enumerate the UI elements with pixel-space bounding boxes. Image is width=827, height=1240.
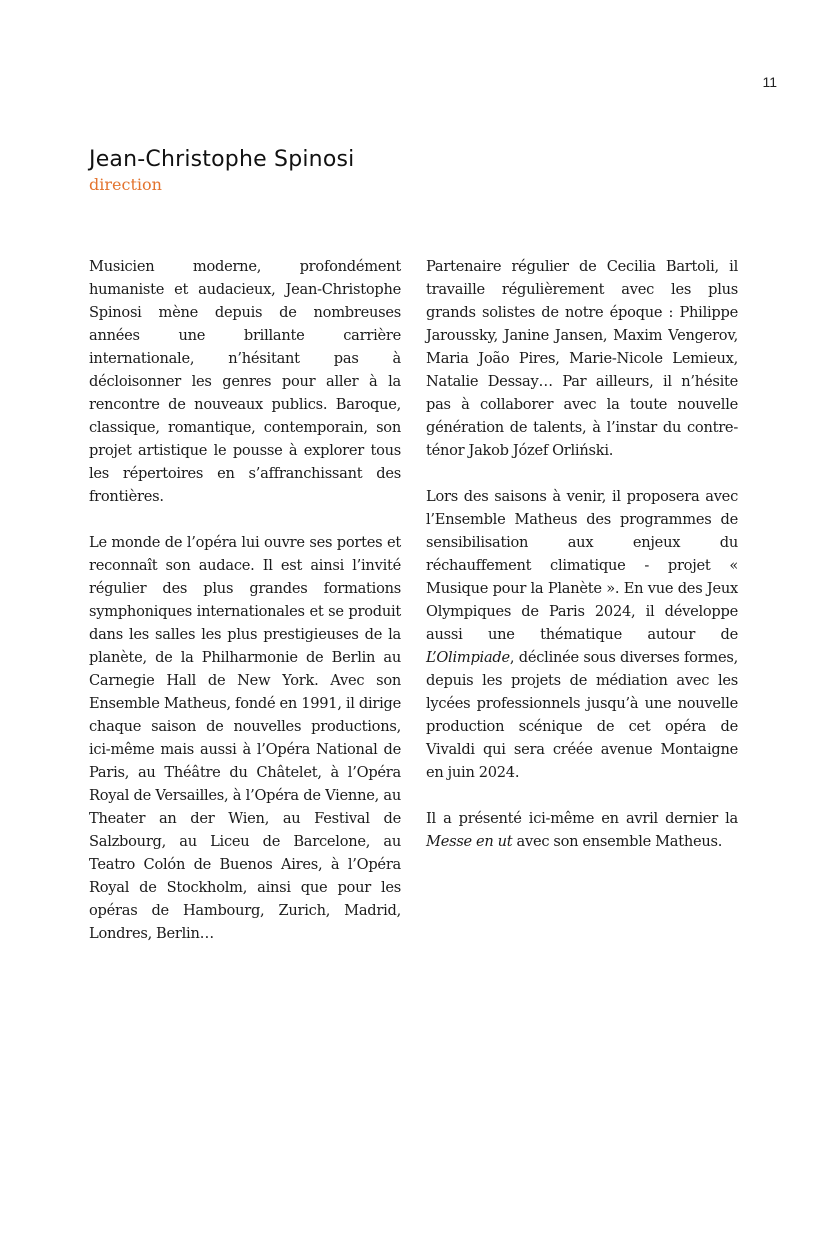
olimpiade-title: L’Olimpiade — [426, 649, 510, 666]
artist-role: direction — [89, 175, 162, 194]
paragraph-4-text-end: , déclinée sous diverses formes, depuis les projets de médiation avec les lycées professionnels jusqu’à une nouvelle production scénique de cet opéra de Vivaldi qui sera créée avenue Montaigne en juin 2024. — [426, 649, 738, 781]
paragraph-5-text-end: avec son ensemble Matheus. — [512, 833, 723, 850]
left-column — [89, 255, 401, 968]
right-column — [426, 255, 738, 876]
paragraph-4-text-start: Lors des saisons à venir, il proposera avec l’Ensemble Matheus des programmes de sensibilisation aux enjeux du réchauffement climatique - projet « Musique pour la Planète ». En vue des Jeux Olympiques de Paris 2024, il développe aussi une thématique autour de — [426, 488, 738, 643]
bio-paragraph-2: Le monde de l’opéra lui ouvre ses portes et reconnaît son audace. Il est ainsi l’invité régulier des plus grandes formations symphoniques internationales et se produit dans les salles les plus prestigieuses de la planète, de la Philharmonie de Berlin au Carnegie Hall de New York. Avec son Ensemble Matheus, fondé en 1991, il dirige chaque saison de nouvelles productions, ici-même mais aussi à l’Opéra National de Paris, au Théâtre du Châtelet, à l’Opéra Royal de Versailles, à l’Opéra de Vienne, au Theater an der Wien, au Festival de Salzbourg, au Liceu de Barcelone, au Teatro Colón de Buenos Aires, à l’Opéra Royal de Stockholm, ainsi que pour les opéras de Hambourg, Zurich, Madrid, Londres, Berlin… — [89, 534, 401, 942]
bio-paragraph-3: Partenaire régulier de Cecilia Bartoli, il travaille régulièrement avec les plus grands solistes de notre époque : Philippe Jaroussky, Janine Jansen, Maxim Vengerov, Maria João Pires, Marie-Nicole Lemieux, Natalie Dessay… Par ailleurs, il n’hésite pas à collaborer avec la toute nouvelle génération de talents, à l’instar du contre-ténor Jakob Józef Orliński. — [426, 258, 738, 459]
page-number: 11 — [762, 74, 777, 90]
bio-paragraph-1: Musicien moderne, profondément humaniste et audacieux, Jean-Christophe Spinosi mène depuis de nombreuses années une brillante carrière internationale, n’hésitant pas à décloisonner les genres pour aller à la rencontre de nouveaux publics. Baroque, classique, romantique, contemporain, son projet artistique le pousse à explorer tous les répertoires en s’affranchissant des frontières. — [89, 258, 401, 505]
bio-paragraph-4 — [426, 485, 738, 784]
artist-name: Jean-Christophe Spinosi — [89, 147, 355, 172]
paragraph-5-text-start: Il a présenté ici-même en avril dernier la — [426, 810, 738, 827]
bio-paragraph-5 — [426, 807, 738, 853]
artist-header — [89, 146, 354, 196]
messe-title: Messe en ut — [426, 833, 513, 850]
